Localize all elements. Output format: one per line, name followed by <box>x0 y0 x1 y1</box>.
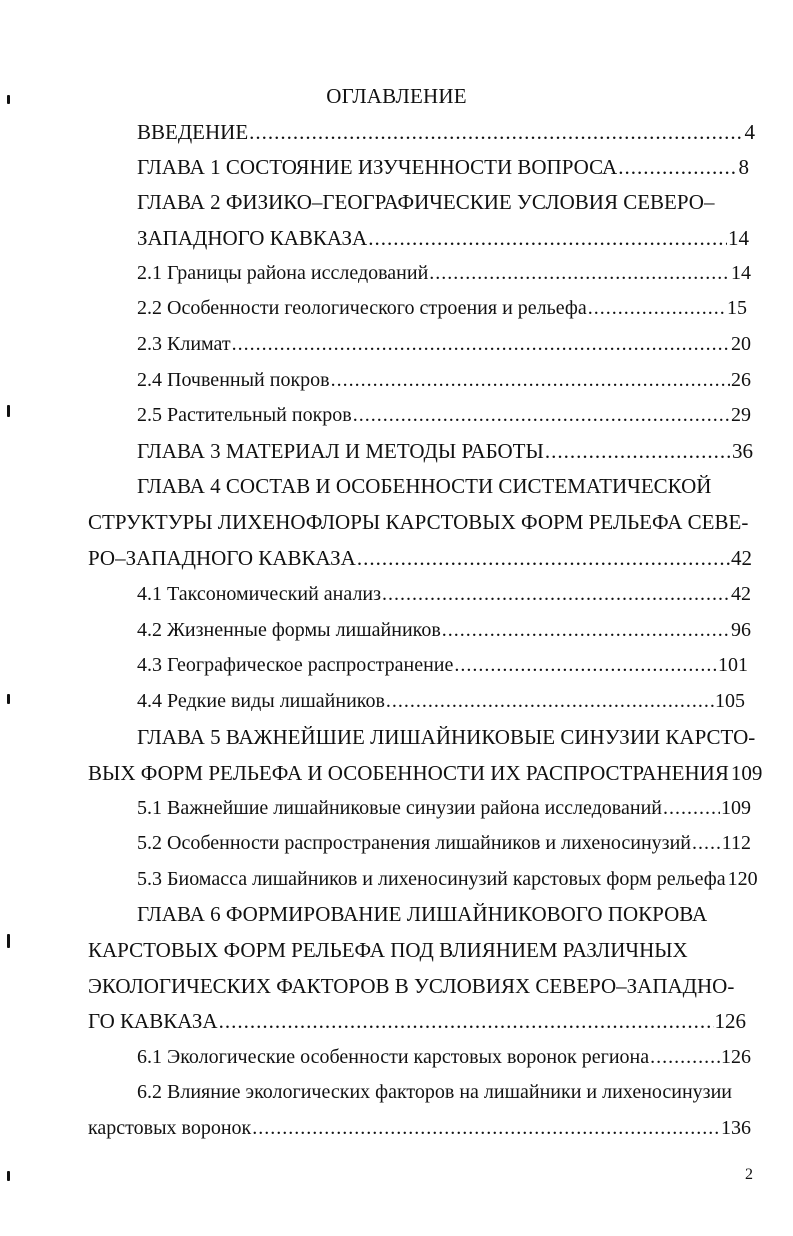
toc-entry[interactable] <box>137 581 751 607</box>
toc-entry-text: 2.1 Границы района исследований <box>137 262 429 284</box>
toc-entry-text: 5.3 Биомасса лишайников и лихеносинузий карстовых форм рельефа <box>137 868 726 890</box>
toc-entry-text: 5.2 Особенности распространения лишайников и лихеносинузий <box>137 832 691 854</box>
toc-entry[interactable] <box>88 937 758 963</box>
toc-leader <box>357 545 730 571</box>
toc-entry[interactable] <box>88 1008 746 1034</box>
toc-entry-page: 4 <box>744 120 755 144</box>
toc-entry-text: 2.3 Климат <box>137 333 231 355</box>
toc-entry-text: 4.1 Таксономический анализ <box>137 583 382 605</box>
scan-mark <box>7 405 10 417</box>
toc-entry-text: 4.2 Жизненные формы лишайников <box>137 619 441 641</box>
toc-entry[interactable] <box>137 1044 751 1070</box>
toc-entry-text: 4.4 Редкие виды лишайников <box>137 690 385 712</box>
toc-entry[interactable] <box>88 760 763 786</box>
toc-entry[interactable] <box>137 866 758 892</box>
toc-entry-page: 8 <box>738 155 749 179</box>
toc-entry-page: 29 <box>731 404 751 426</box>
toc-entry[interactable] <box>137 652 748 678</box>
toc-entry-text: ЗАПАДНОГО КАВКАЗА <box>137 226 368 250</box>
toc-entry-text: ВЫХ ФОРМ РЕЛЬЕФА И ОСОБЕННОСТИ ИХ РАСПРОСТРАНЕНИЯ <box>88 761 729 785</box>
toc-entry[interactable] <box>137 830 751 856</box>
toc-entry-text: ГО КАВКАЗА <box>88 1009 218 1033</box>
toc-entry-text: СТРУКТУРЫ ЛИХЕНОФЛОРЫ КАРСТОВЫХ ФОРМ РЕЛЬЕФА СЕВЕ- <box>88 510 749 534</box>
scan-mark <box>7 1171 10 1181</box>
toc-entry[interactable] <box>137 688 745 714</box>
toc-leader <box>331 367 730 393</box>
toc-leader <box>442 617 730 643</box>
toc-entry-page: 26 <box>731 369 751 391</box>
toc-entry-page: 42 <box>731 546 752 570</box>
toc-entry[interactable] <box>137 119 755 145</box>
toc-entry-text: ВВЕДЕНИЕ <box>137 120 249 144</box>
toc-entry[interactable] <box>88 545 752 571</box>
toc-leader <box>386 688 714 714</box>
toc-entry-page: 109 <box>730 761 763 785</box>
toc-entry-page: 112 <box>721 832 751 854</box>
toc-entry-text: ГЛАВА 1 СОСТОЯНИЕ ИЗУЧЕННОСТИ ВОПРОСА <box>137 155 618 179</box>
toc-entry-text: ЭКОЛОГИЧЕСКИХ ФАКТОРОВ В УСЛОВИЯХ СЕВЕРО–ЗАПАДНО- <box>88 974 735 998</box>
page-number: 2 <box>745 1166 753 1183</box>
toc-entry-text: 2.5 Растительный покров <box>137 404 352 426</box>
toc-entry[interactable] <box>137 331 751 357</box>
toc-entry[interactable] <box>137 901 755 927</box>
toc-leader <box>368 225 727 251</box>
toc-leader <box>663 795 720 821</box>
toc-leader <box>353 402 730 428</box>
toc-entry-text: РО–ЗАПАДНОГО КАВКАЗА <box>88 546 356 570</box>
toc-entry-page: 96 <box>731 619 751 641</box>
toc-entry-text: ГЛАВА 2 ФИЗИКО–ГЕОГРАФИЧЕСКИЕ УСЛОВИЯ СЕВЕРО– <box>137 190 715 214</box>
toc-entry-text: ГЛАВА 4 СОСТАВ И ОСОБЕННОСТИ СИСТЕМАТИЧЕСКОЙ <box>137 474 712 498</box>
toc-leader <box>588 295 726 321</box>
toc-entry-text: ГЛАВА 5 ВАЖНЕЙШИЕ ЛИШАЙНИКОВЫЕ СИНУЗИИ КАРСТО- <box>137 725 756 749</box>
toc-entry-page: 14 <box>731 262 751 284</box>
toc-entry-text: 6.2 Влияние экологических факторов на лишайники и лихеносинузии <box>137 1081 732 1103</box>
toc-leader <box>545 438 731 464</box>
toc-entry[interactable] <box>137 724 755 750</box>
toc-entry[interactable] <box>137 617 751 643</box>
toc-entry-page: 15 <box>727 297 747 319</box>
toc-leader <box>454 652 717 678</box>
toc-entry-text: ГЛАВА 6 ФОРМИРОВАНИЕ ЛИШАЙНИКОВОГО ПОКРОВА <box>137 902 708 926</box>
toc-entry-page: 14 <box>728 226 749 250</box>
toc-entry-page: 101 <box>718 654 748 676</box>
toc-entry[interactable] <box>137 189 755 215</box>
toc-entry-page: 126 <box>714 1009 746 1033</box>
toc-leader <box>382 581 730 607</box>
toc-entry-text: КАРСТОВЫХ ФОРМ РЕЛЬЕФА ПОД ВЛИЯНИЕМ РАЗЛИЧНЫХ <box>88 938 688 962</box>
toc-leader <box>252 1115 720 1141</box>
toc-entry-text: 5.1 Важнейшие лишайниковые синузии района исследований <box>137 797 662 819</box>
toc-leader <box>232 331 730 357</box>
toc-entry[interactable] <box>137 367 751 393</box>
toc-entry[interactable] <box>137 295 747 321</box>
toc-leader <box>219 1008 714 1034</box>
toc-title: ОГЛАВЛЕНИЕ <box>326 84 467 108</box>
toc-entry[interactable] <box>137 260 751 286</box>
toc-entry-page: 42 <box>731 583 751 605</box>
toc-leader <box>618 154 737 180</box>
toc-entry[interactable] <box>137 1079 755 1105</box>
toc-entry-page: 109 <box>721 797 751 819</box>
toc-entry-text: 2.2 Особенности геологического строения и рельефа <box>137 297 587 319</box>
toc-leader <box>650 1044 720 1070</box>
toc-entry[interactable] <box>137 225 749 251</box>
toc-entry[interactable] <box>137 473 755 499</box>
toc-entry[interactable] <box>88 509 758 535</box>
toc-entry[interactable] <box>137 795 751 821</box>
toc-leader <box>249 119 743 145</box>
toc-entry-page: 36 <box>732 439 753 463</box>
toc-entry[interactable] <box>88 973 758 999</box>
scan-mark <box>7 694 10 704</box>
toc-entry[interactable] <box>88 1115 751 1141</box>
toc-entry-page: 105 <box>715 690 745 712</box>
scan-mark <box>7 934 10 948</box>
toc-entry-text: 2.4 Почвенный покров <box>137 369 330 391</box>
toc-entry[interactable] <box>137 438 753 464</box>
toc-entry-page: 120 <box>727 868 758 890</box>
toc-entry-page: 20 <box>731 333 751 355</box>
toc-entry-text: 4.3 Географическое распространение <box>137 654 454 676</box>
toc-entry-text: 6.1 Экологические особенности карстовых воронок региона <box>137 1046 650 1068</box>
toc-entry[interactable] <box>137 154 749 180</box>
toc-leader <box>429 260 730 286</box>
toc-entry-text: ГЛАВА 3 МАТЕРИАЛ И МЕТОДЫ РАБОТЫ <box>137 439 544 463</box>
toc-entry-text: карстовых воронок <box>88 1117 252 1139</box>
toc-leader <box>692 830 721 856</box>
toc-entry-page: 136 <box>721 1117 751 1139</box>
toc-entry[interactable] <box>137 402 751 428</box>
toc-entry-page: 126 <box>721 1046 751 1068</box>
